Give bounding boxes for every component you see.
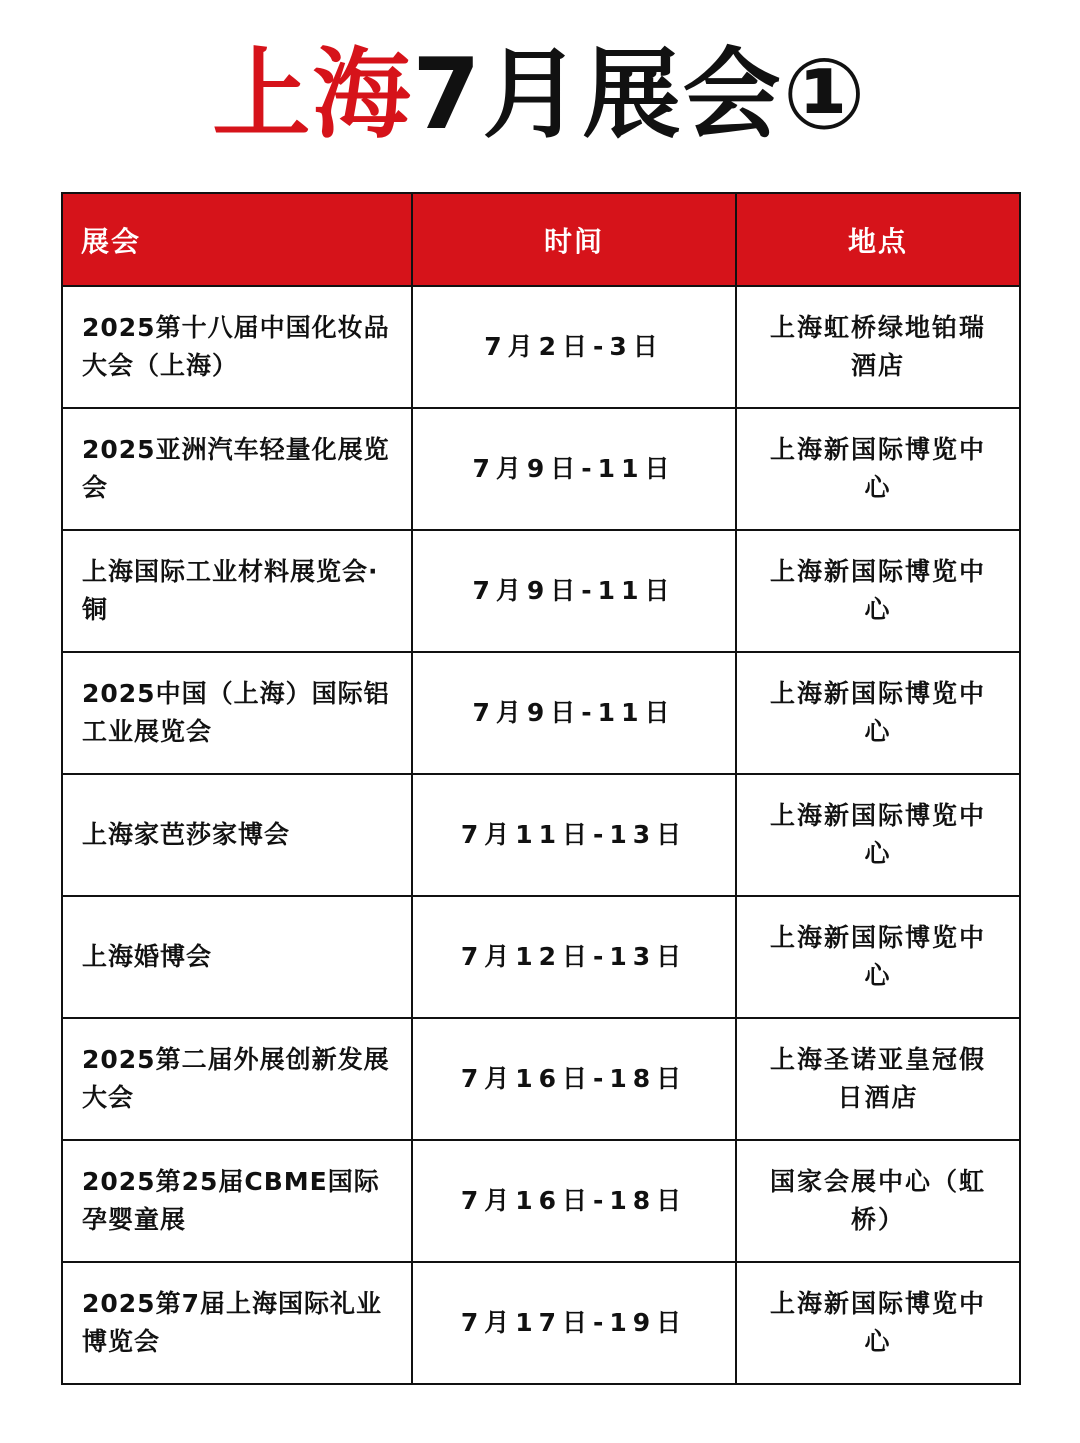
column-header-time: 时间 bbox=[412, 193, 736, 286]
exhibition-location-cell: 上海新国际博览中心 bbox=[736, 1262, 1020, 1384]
table-row bbox=[62, 530, 1020, 652]
exhibition-time-cell: 7月9日-11日 bbox=[412, 530, 736, 652]
table-row bbox=[62, 652, 1020, 774]
table-row bbox=[62, 1262, 1020, 1384]
exhibition-time-cell: 7月2日-3日 bbox=[412, 286, 736, 408]
exhibition-name-cell: 2025亚洲汽车轻量化展览会 bbox=[62, 408, 412, 530]
exhibition-time-cell: 7月17日-19日 bbox=[412, 1262, 736, 1384]
column-header-location: 地点 bbox=[736, 193, 1020, 286]
exhibition-location-cell: 国家会展中心（虹桥） bbox=[736, 1140, 1020, 1262]
exhibition-time-cell: 7月16日-18日 bbox=[412, 1140, 736, 1262]
page-title-month: 7月展会① bbox=[412, 38, 868, 152]
table-row bbox=[62, 1018, 1020, 1140]
table-row bbox=[62, 1140, 1020, 1262]
exhibition-name-cell: 2025第十八届中国化妆品大会（上海） bbox=[62, 286, 412, 408]
table-header-row bbox=[62, 193, 1020, 286]
exhibition-location-cell: 上海新国际博览中心 bbox=[736, 530, 1020, 652]
exhibition-location-cell: 上海虹桥绿地铂瑞酒店 bbox=[736, 286, 1020, 408]
table-row bbox=[62, 286, 1020, 408]
exhibition-time-cell: 7月16日-18日 bbox=[412, 1018, 736, 1140]
exhibition-name-cell: 上海婚博会 bbox=[62, 896, 412, 1018]
table-header bbox=[62, 193, 1020, 286]
exhibition-name-cell: 上海家芭莎家博会 bbox=[62, 774, 412, 896]
exhibition-name-cell: 2025第二届外展创新发展大会 bbox=[62, 1018, 412, 1140]
exhibition-name-cell: 2025第25届CBME国际孕婴童展 bbox=[62, 1140, 412, 1262]
table-row bbox=[62, 774, 1020, 896]
exhibition-name-cell: 2025中国（上海）国际铝工业展览会 bbox=[62, 652, 412, 774]
exhibition-location-cell: 上海新国际博览中心 bbox=[736, 408, 1020, 530]
exhibition-location-cell: 上海新国际博览中心 bbox=[736, 896, 1020, 1018]
exhibition-location-cell: 上海新国际博览中心 bbox=[736, 652, 1020, 774]
table-row bbox=[62, 408, 1020, 530]
table-row bbox=[62, 896, 1020, 1018]
exhibition-location-cell: 上海圣诺亚皇冠假日酒店 bbox=[736, 1018, 1020, 1140]
exhibition-table bbox=[61, 192, 1021, 1385]
column-header-exhibition: 展会 bbox=[62, 193, 412, 286]
exhibition-location-cell: 上海新国际博览中心 bbox=[736, 774, 1020, 896]
exhibition-time-cell: 7月11日-13日 bbox=[412, 774, 736, 896]
exhibition-time-cell: 7月9日-11日 bbox=[412, 652, 736, 774]
exhibition-name-cell: 上海国际工业材料展览会·铜 bbox=[62, 530, 412, 652]
page-title-city: 上海 bbox=[212, 38, 413, 152]
page-title bbox=[0, 40, 1080, 150]
exhibition-name-cell: 2025第7届上海国际礼业博览会 bbox=[62, 1262, 412, 1384]
exhibition-time-cell: 7月9日-11日 bbox=[412, 408, 736, 530]
exhibition-time-cell: 7月12日-13日 bbox=[412, 896, 736, 1018]
table-body bbox=[62, 286, 1020, 1384]
